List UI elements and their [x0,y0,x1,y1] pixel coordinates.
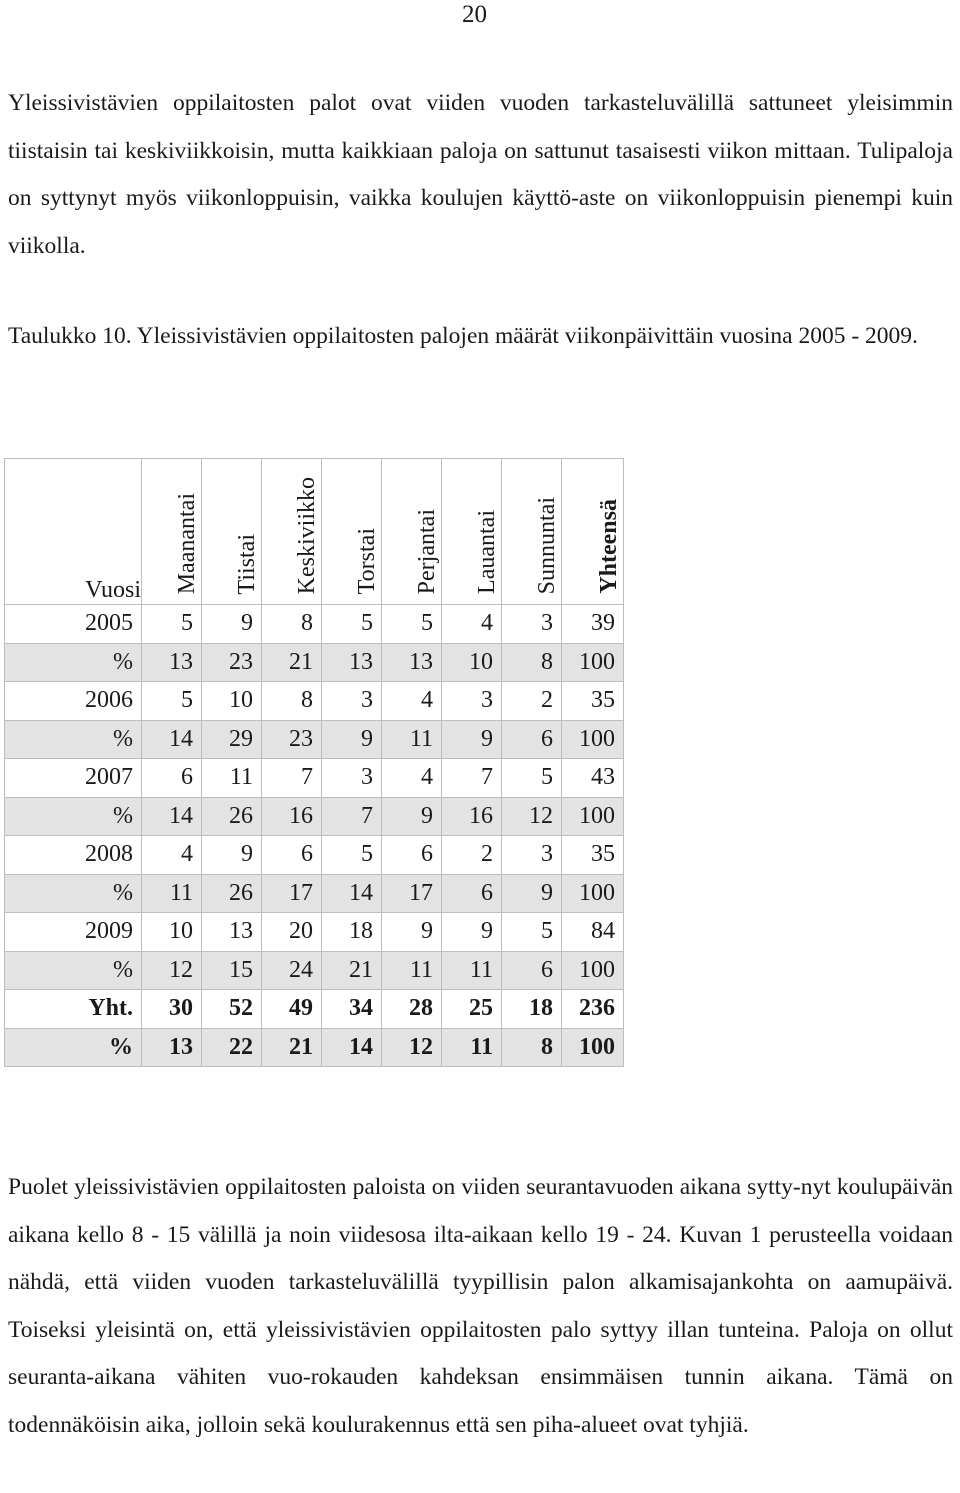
table-cell: 20 [262,913,322,952]
table-cell: 14 [322,874,382,913]
table-cell: 100 [562,1028,624,1067]
table-row [5,1028,624,1067]
table-cell: 17 [382,874,442,913]
table-cell: 5 [142,605,202,644]
col-header-label: Keskiviikko [294,476,320,594]
table-cell: 25 [442,990,502,1029]
table-cell: 2 [502,682,562,721]
table-cell: 11 [382,951,442,990]
table-cell: 16 [262,797,322,836]
table-cell: 3 [322,759,382,798]
table-cell: 28 [382,990,442,1029]
page-number: 20 [462,1,487,28]
row-label: 2005 [5,605,142,644]
table-cell: 11 [142,874,202,913]
table-cell: 35 [562,682,624,721]
table-cell: 12 [502,797,562,836]
col-header-torstai [322,459,382,605]
table-cell: 236 [562,990,624,1029]
col-header-perjantai [382,459,442,605]
table-cell: 100 [562,797,624,836]
table-cell: 84 [562,913,624,952]
table-cell: 12 [142,951,202,990]
row-label: % [5,874,142,913]
row-header-vuosi: Vuosi [5,459,142,605]
table-cell: 15 [202,951,262,990]
table-cell: 23 [202,643,262,682]
table-cell: 12 [382,1028,442,1067]
col-header-label: Yhteensä [596,499,622,594]
table-cell: 5 [322,605,382,644]
table-cell: 10 [202,682,262,721]
table-row [5,605,624,644]
table-cell: 13 [322,643,382,682]
table-cell: 9 [502,874,562,913]
table-cell: 7 [442,759,502,798]
row-label: 2006 [5,682,142,721]
row-label: Yht. [5,990,142,1029]
table-row [5,643,624,682]
table-row [5,951,624,990]
table-cell: 30 [142,990,202,1029]
table-cell: 21 [262,643,322,682]
table-cell: 10 [442,643,502,682]
table-cell: 5 [502,759,562,798]
table-cell: 21 [262,1028,322,1067]
table-cell: 14 [142,720,202,759]
table-cell: 49 [262,990,322,1029]
table-row [5,990,624,1029]
table-cell: 6 [142,759,202,798]
table-cell: 13 [142,1028,202,1067]
table-header-row [5,459,624,605]
col-header-yhteensa [562,459,624,605]
table-row [5,720,624,759]
table-cell: 26 [202,797,262,836]
col-header-sunnuntai [502,459,562,605]
table-cell: 5 [382,605,442,644]
table-cell: 3 [502,836,562,875]
table-cell: 8 [502,643,562,682]
table-cell: 43 [562,759,624,798]
table-cell: 5 [142,682,202,721]
table-cell: 9 [202,605,262,644]
table-cell: 14 [142,797,202,836]
table-cell: 9 [202,836,262,875]
table-cell: 34 [322,990,382,1029]
table-cell: 8 [502,1028,562,1067]
table-cell: 8 [262,605,322,644]
table-cell: 22 [202,1028,262,1067]
table-row [5,797,624,836]
table-cell: 4 [382,682,442,721]
table-cell: 4 [382,759,442,798]
table-cell: 3 [502,605,562,644]
fires-by-weekday-table [4,458,624,1067]
table-row [5,836,624,875]
table-cell: 23 [262,720,322,759]
table-cell: 4 [442,605,502,644]
table-cell: 100 [562,720,624,759]
table-cell: 52 [202,990,262,1029]
table-cell: 9 [382,913,442,952]
table-cell: 14 [322,1028,382,1067]
table-row [5,913,624,952]
col-header-label: Lauantai [474,510,500,594]
row-label: % [5,643,142,682]
col-header-label: Torstai [354,527,380,594]
table-caption: Taulukko 10. Yleissivistävien oppilaitosten palojen määrät viikonpäivittäin vuosina 2005 - 2009. [8,323,918,349]
table-cell: 6 [502,720,562,759]
table-cell: 6 [262,836,322,875]
table-cell: 35 [562,836,624,875]
row-label: % [5,797,142,836]
table-cell: 100 [562,951,624,990]
table-cell: 26 [202,874,262,913]
table-cell: 13 [142,643,202,682]
row-label: % [5,1028,142,1067]
table-row [5,682,624,721]
table-cell: 21 [322,951,382,990]
intro-paragraph: Yleissivistävien oppilaitosten palot ovat viiden vuoden tarkasteluvälillä sattuneet yleisimmin tiistaisin tai keskiviikkoisin, mutta kaikkiaan paloja on sattunut tasaisesti viikon mittaan. Tulipaloja on syttynyt myös viikonloppuisin, vaikka koulujen käyttö-aste on viikonloppuisin pienempi kuin viikolla. [8,90,953,259]
col-header-label: Sunnuntai [534,496,560,594]
col-header-label: Perjantai [414,508,440,594]
table-cell: 11 [442,951,502,990]
table-cell: 9 [382,797,442,836]
table-cell: 24 [262,951,322,990]
table-cell: 6 [502,951,562,990]
col-header-tiistai [202,459,262,605]
table-cell: 5 [502,913,562,952]
table-row [5,874,624,913]
table-cell: 39 [562,605,624,644]
row-label: 2008 [5,836,142,875]
table-cell: 2 [442,836,502,875]
table-cell: 11 [202,759,262,798]
table-cell: 8 [262,682,322,721]
col-header-maanantai [142,459,202,605]
table-cell: 5 [322,836,382,875]
table-cell: 18 [502,990,562,1029]
table-body [5,605,624,1067]
table-cell: 6 [442,874,502,913]
row-label: % [5,720,142,759]
col-header-keskiviikko [262,459,322,605]
table-cell: 9 [442,720,502,759]
table-cell: 11 [442,1028,502,1067]
row-label: 2007 [5,759,142,798]
table-cell: 18 [322,913,382,952]
row-label: 2009 [5,913,142,952]
table-cell: 16 [442,797,502,836]
table-cell: 4 [142,836,202,875]
row-label: % [5,951,142,990]
table-cell: 11 [382,720,442,759]
table-cell: 13 [382,643,442,682]
table-cell: 29 [202,720,262,759]
col-header-label: Maanantai [174,492,200,594]
table-cell: 3 [322,682,382,721]
table-cell: 7 [262,759,322,798]
table-cell: 9 [322,720,382,759]
table-cell: 100 [562,874,624,913]
table-cell: 6 [382,836,442,875]
table-cell: 3 [442,682,502,721]
table-cell: 17 [262,874,322,913]
table-cell: 10 [142,913,202,952]
table-cell: 13 [202,913,262,952]
col-header-lauantai [442,459,502,605]
table-row [5,759,624,798]
outro-paragraph: Puolet yleissivistävien oppilaitosten paloista on viiden seurantavuoden aikana sytty-nyt koulupäivän aikana kello 8 - 15 välillä ja noin viidesosa ilta-aikaan kello 19 - 24. Kuvan 1 perusteella voidaan nähdä, että viiden vuoden tarkasteluvälillä tyypillisin palon alkamisajankohta on aamupäivä. Toiseksi yleisintä on, että yleissivistävien oppilaitosten palo syttyy illan tunteina. Paloja on ollut seuranta-aikana vähiten vuo-rokauden kahdeksan ensimmäisen tunnin aikana. Tämä on todennäköisin aika, jolloin sekä koulurakennus että sen piha-alueet ovat tyhjiä. [8,1174,953,1438]
table-cell: 9 [442,913,502,952]
table-cell: 7 [322,797,382,836]
table-cell: 100 [562,643,624,682]
col-header-label: Tiistai [234,533,260,594]
